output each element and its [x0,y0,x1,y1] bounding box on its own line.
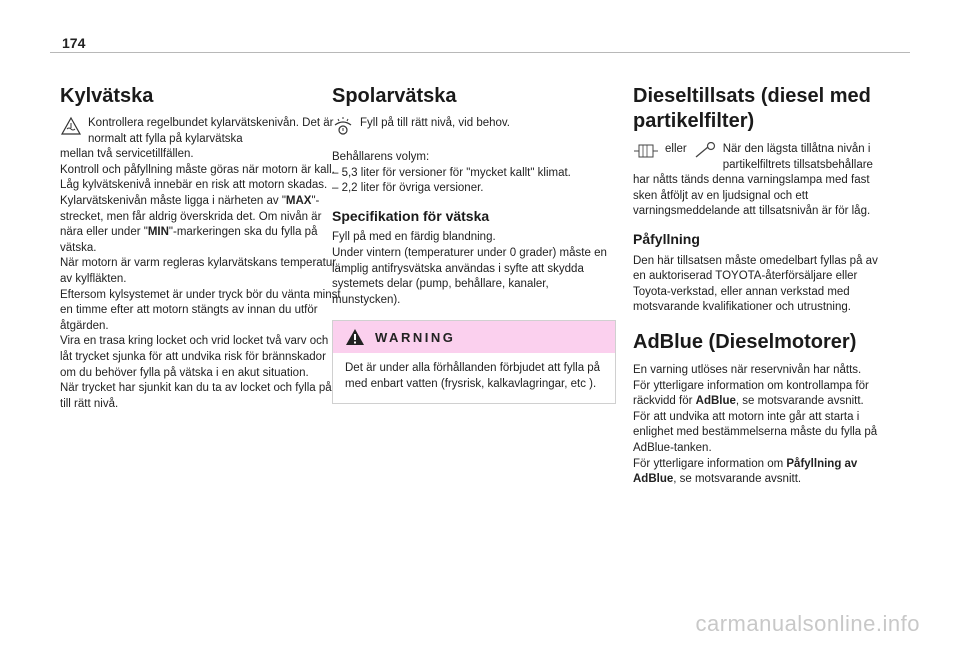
washer-fluid-icon [332,116,354,136]
warning-icon [345,328,365,346]
coolant-level-paragraph: Kylarvätskenivån måste ligga i närheten av "MAX"-strecket, men får aldrig överskrida det. Om nivån är nära eller under "MIN"-markeringen ska du fylla på vätska. [60,194,322,254]
washer-section [332,84,614,404]
coolant-line-3: Låg kylvätskenivå innebär en risk att motorn skadas. [60,179,328,192]
warning-header [333,321,615,353]
coolant-icon-text: Kontrollera regelbundet kylarvätskenivån. Det är normalt att fylla på kylarvätska [88,117,334,145]
coolant-line-6: Vira en trasa kring locket och vrid locket två varv och låt trycket sjunka för att undvika risk för brännskador om du behöver fylla på vätska i en akut situation. [60,335,329,379]
eller-text: eller [665,143,687,155]
washer-title: Spolarvätska [332,85,457,107]
washer-icon-row [332,116,614,136]
washer-icon-text: Fyll på till rätt nivå, vid behov. [360,117,510,129]
volume-label: Behållarens volym: [332,151,430,163]
spec-title: Specifikation för vätska [332,207,490,224]
volume-item-2: – 2,2 liter för övriga versioner. [332,182,484,195]
coolant-title: Kylvätska [60,85,154,107]
top-rule [50,52,910,53]
diesel-continued: har nåtts tänds denna varningslampa med fast sken åtföljt av en ljudsignal och ett varningsmeddelande att tillsatsnivån är för låg. [633,174,871,218]
diesel-icon-row [633,142,893,173]
coolant-line-2: Kontroll och påfyllning måste göras när motorn är kall. [60,163,335,176]
coolant-line-5: Eftersom kylsystemet är under tryck bör du vänta minst en timme efter att motorn stängts av innan du utför åtgärden. [60,288,341,332]
diesel-additive-section [633,84,893,488]
diesel-additive-title: Dieseltillsats (diesel med partikelfilter) [633,85,871,132]
coolant-section [60,84,342,412]
page-number: 174 [62,35,86,51]
wrench-icon [693,142,717,160]
coolant-warning-icon [60,116,82,136]
refill-text: Den här tillsatsen måste omedelbart fyllas på av en auktoriserad TOYOTA-återförsäljare eller Toyota-verkstad, eller annan verkstad med motsvarande kvalifikationer och utrustning. [633,254,878,314]
spec-line-2: Under vintern (temperaturer under 0 grader) måste en lämplig antifrysvätska användas i syfte att skydda systemets delar (pump, behållare, kanaler, munstycken). [332,246,607,306]
coolant-icon-row [60,116,342,147]
adblue-para-2: För ytterligare information om kontrollampa för räckvidd för AdBlue, se motsvarande avsnitt. [633,379,869,408]
coolant-line-7: När trycket har sjunkit kan du ta av locket och fylla på till rätt nivå. [60,382,332,410]
particle-filter-icon [633,142,659,160]
coolant-line-1: mellan två servicetillfällen. [60,148,194,161]
coolant-line-4: När motorn är varm regleras kylarvätskans temperatur av kylfläkten. [60,257,337,285]
spec-line-1: Fyll på med en färdig blandning. [332,231,496,244]
adblue-title: AdBlue (Dieselmotorer) [633,330,857,353]
adblue-para-1: En varning utlöses när reservnivån har nåtts. [633,363,862,376]
adblue-para-3: För att undvika att motorn inte går att starta i enlighet med bestämmelserna måste du fylla på AdBlue-tanken. [633,410,878,454]
warning-title: WARNING [375,329,456,345]
warning-box [332,320,616,403]
diesel-icon-text: När den lägsta tillåtna nivån i partikelfiltrets tillsatsbehållare [722,143,873,171]
warning-body: Det är under alla förhållanden förbjudet att fylla på med enbart vatten (frysrisk, kalkavlagringar, etc ). [345,362,601,390]
volume-item-1: – 5,3 liter för versioner för "mycket kallt" klimat. [332,166,571,179]
watermark: carmanualsonline.info [695,611,920,636]
adblue-para-4: För ytterligare information om Påfyllning av AdBlue, se motsvarande avsnitt. [633,457,858,486]
refill-title: Påfyllning [633,230,700,247]
